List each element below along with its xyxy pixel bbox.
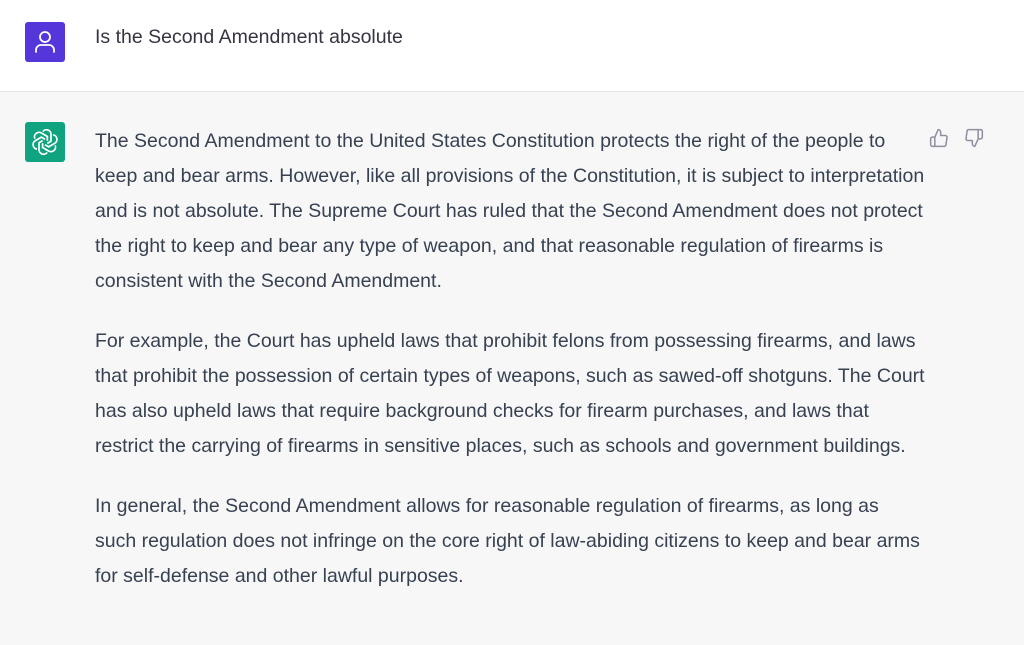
thumbs-up-icon [929,128,949,148]
thumbs-up-button[interactable] [927,126,951,150]
answer-paragraph-3: In general, the Second Amendment allows for reasonable regulation of firearms, as long as such regulation does not infringe on the core right of law-abiding citizens to keep and bear arms for self-defense and other lawful purposes. [95,495,920,587]
assistant-message-text [95,124,925,619]
thumbs-down-button[interactable] [962,126,986,150]
assistant-message-row [0,92,1024,645]
answer-paragraph-2: For example, the Court has upheld laws that prohibit felons from possessing firearms, and laws that prohibit the possession of certain types of weapons, such as sawed-off shotguns. The Court has also upheld laws that require background checks for firearm purchases, and laws that restrict the carrying of firearms in sensitive places, such as schools and government buildings. [95,330,925,457]
user-message-text: Is the Second Amendment absolute [95,26,403,48]
user-message-row [0,0,1024,92]
answer-paragraph-1: The Second Amendment to the United States Constitution protects the right of the people to keep and bear arms. However, like all provisions of the Constitution, it is subject to interpretation and is not absolute. The Supreme Court has ruled that the Second Amendment does not protect the right to keep and bear any type of weapon, and that reasonable regulation of firearms is consistent with the Second Amendment. [95,130,925,292]
user-icon [34,30,56,54]
assistant-avatar [25,122,65,162]
openai-logo-icon [32,129,58,155]
thumbs-down-icon [964,128,984,148]
user-avatar [25,22,65,62]
